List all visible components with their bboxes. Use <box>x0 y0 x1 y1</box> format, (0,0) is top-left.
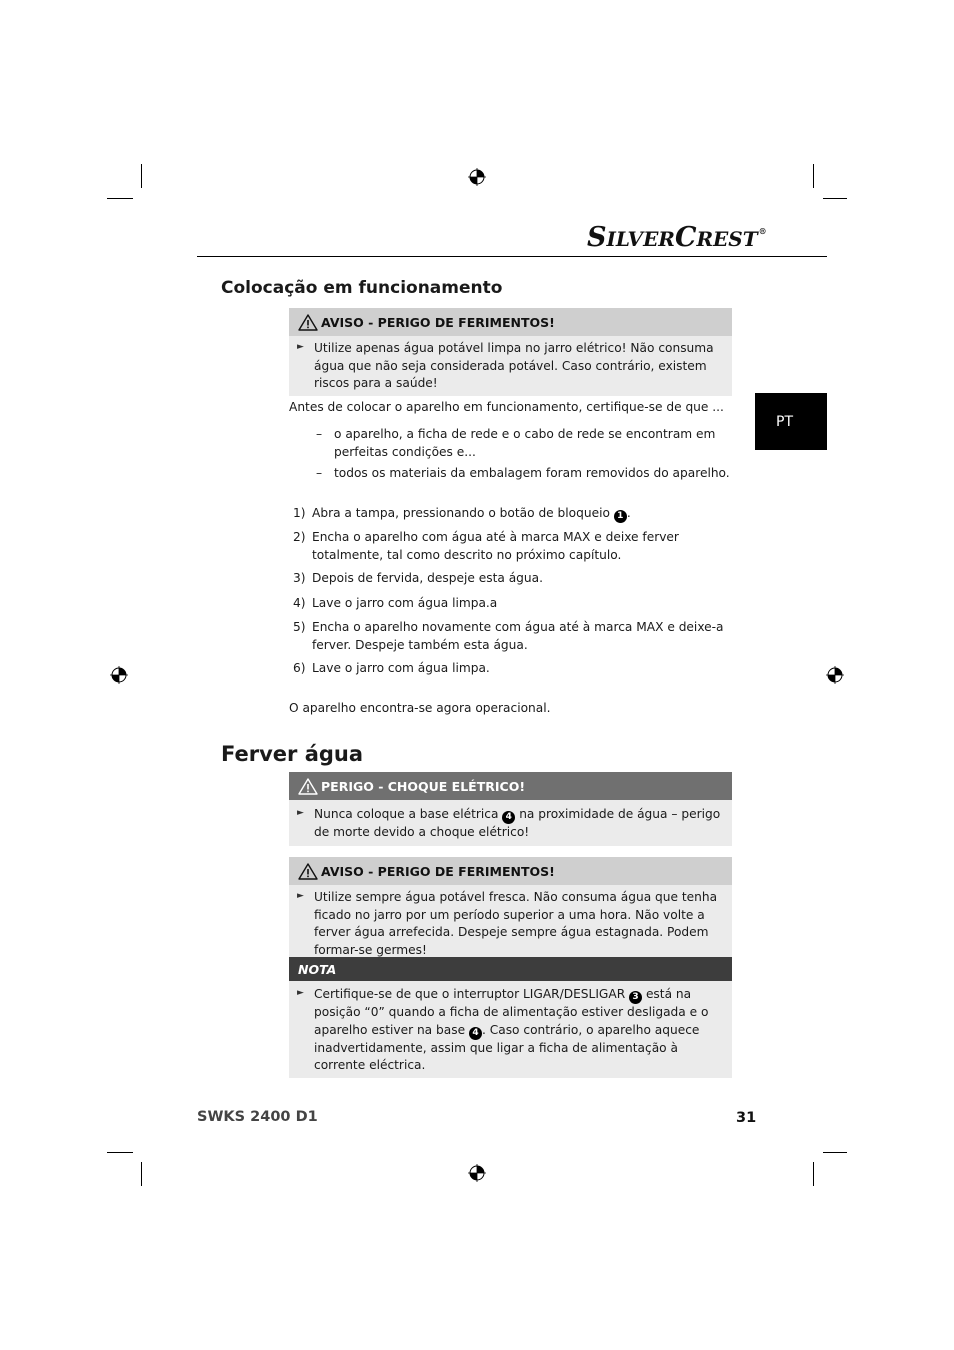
crop-mark <box>141 1162 142 1186</box>
danger-title: PERIGO - CHOQUE ELÉTRICO! <box>321 778 526 794</box>
warning-title: AVISO - PERIGO DE FERIMENTOS! <box>321 314 555 330</box>
crop-mark <box>813 164 814 188</box>
footer-model: SWKS 2400 D1 <box>197 1109 318 1125</box>
reference-number-badge: 4 <box>502 811 515 824</box>
danger-box <box>289 772 732 846</box>
list-item: – todos os materiais da embalagem foram removidos do aparelho. <box>316 466 730 480</box>
reference-number-badge: 3 <box>629 991 642 1004</box>
step-item: 6) Lave o jarro com água limpa. <box>293 661 490 675</box>
crop-mark <box>823 198 847 199</box>
reference-number-badge: 1 <box>614 510 627 523</box>
warning-body <box>289 336 732 396</box>
registration-mark-icon <box>110 666 128 684</box>
danger-body <box>289 800 732 846</box>
note-box <box>289 957 732 1078</box>
language-tab: PT <box>755 393 827 450</box>
note-title: NOTA <box>298 961 337 977</box>
step-item: 1) Abra a tampa, pressionando o botão de bloqueio 1 . <box>293 506 631 521</box>
note-header <box>289 957 732 981</box>
crop-mark <box>813 1162 814 1186</box>
note-text: Certifique-se de que o interruptor LIGAR/DESLIGAR 3 está na posição “0” quando a ficha de alimentação estiver desligada e o aparelho estiver na base 4 . Caso contrário, o aparelho aquece inadvertidamente, assim que ligar a ficha de alimentação à corrente eléctrica. <box>314 987 709 1072</box>
warning-box <box>289 857 732 962</box>
bullet-arrow-icon: ► <box>297 342 304 352</box>
page-number: 31 <box>736 1110 757 1126</box>
warning-title: AVISO - PERIGO DE FERIMENTOS! <box>321 863 555 879</box>
crop-mark <box>107 198 133 199</box>
step-item: 3) Depois de fervida, despeje esta água. <box>293 571 543 585</box>
warning-header <box>289 857 732 885</box>
bullet-arrow-icon: ► <box>297 988 304 998</box>
bullet-arrow-icon: ► <box>297 891 304 901</box>
reference-number-badge: 4 <box>469 1027 482 1040</box>
warning-text: Utilize sempre água potável fresca. Não consuma água que tenha ficado no jarro por um período superior a uma hora. Não volte a ferver água arrefecida. Despeje sempre água estagnada. Podem formar-se germes! <box>314 890 718 957</box>
registration-mark-icon <box>826 666 844 684</box>
registration-mark-icon <box>468 168 486 186</box>
warning-triangle-icon <box>298 314 318 331</box>
danger-header <box>289 772 732 800</box>
warning-body <box>289 885 732 962</box>
section-heading: Ferver água <box>221 742 364 766</box>
registration-mark-icon <box>468 1164 486 1182</box>
crop-mark <box>141 164 142 188</box>
intro-text: Antes de colocar o aparelho em funcionamento, certifique-se de que ... <box>289 400 724 414</box>
bullet-arrow-icon: ► <box>297 808 304 818</box>
header-divider <box>197 256 827 257</box>
warning-header <box>289 308 732 336</box>
note-body <box>289 981 732 1078</box>
crop-mark <box>823 1152 847 1153</box>
step-item: 5) Encha o aparelho novamente com água até à marca MAX e deixe-a ferver. Despeje também esta água. <box>293 620 724 652</box>
brand-logo: SILVERCREST® <box>587 222 767 253</box>
warning-text: Utilize apenas água potável limpa no jarro elétrico! Não consuma água que não seja considerada potável. Caso contrário, existem riscos para a saúde! <box>314 341 714 390</box>
section-heading: Colocação em funcionamento <box>221 278 503 298</box>
step-item: 2) Encha o aparelho com água até à marca MAX e deixe ferver totalmente, tal como descrito no próximo capítulo. <box>293 530 679 562</box>
danger-text: Nunca coloque a base elétrica 4 na proximidade de água – perigo de morte devido a choque elétrico! <box>314 807 721 839</box>
warning-box <box>289 308 732 396</box>
list-item: – o aparelho, a ficha de rede e o cabo de rede se encontram em perfeitas condições e... <box>316 427 716 459</box>
warning-triangle-icon <box>298 863 318 880</box>
step-item: 4) Lave o jarro com água limpa.a <box>293 596 498 610</box>
outro-text: O aparelho encontra-se agora operacional. <box>289 701 551 715</box>
warning-triangle-icon <box>298 778 318 795</box>
crop-mark <box>107 1152 133 1153</box>
